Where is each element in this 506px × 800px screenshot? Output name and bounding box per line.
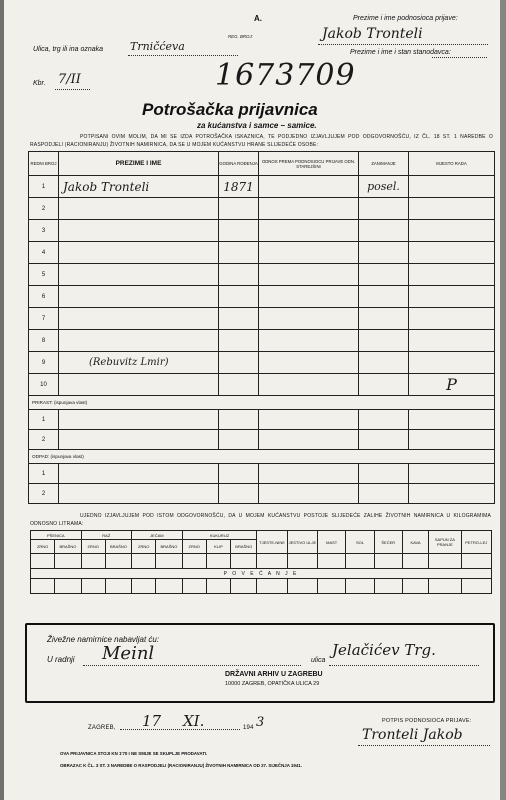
header-birth-year: GODINA ROĐENJA xyxy=(219,152,259,176)
row-number: 3 xyxy=(29,220,59,242)
table-row xyxy=(29,308,495,330)
reg-number: 1673709 xyxy=(215,58,356,93)
persons-table xyxy=(28,151,495,504)
person-place: P xyxy=(409,374,495,396)
footer-note-regulation: OBRAZAC K ČL. 3 ST. 3 NAREDBE O RASPODJELI (RACIONIRANJU) ŽIVOTNIH NAMIRNICA OD 27. SIJEČNJA 1941. xyxy=(60,763,302,768)
sub-brasno: BRAŠNO xyxy=(105,540,131,554)
surname-label: Prezime i ime podnosioca prijave: xyxy=(353,15,458,22)
sub-zrno: ZRNO xyxy=(81,540,105,554)
table-row xyxy=(29,242,495,264)
table-row xyxy=(29,430,495,450)
table-row xyxy=(29,464,495,484)
kbr-label: Kbr. xyxy=(33,80,46,87)
shop-value: Meinl xyxy=(102,643,155,664)
header-secer: ŠEĆER xyxy=(374,531,402,554)
reg-label: REG. BROJ: xyxy=(228,34,253,39)
header-petrolej: PETRO-LEJ xyxy=(461,531,491,554)
person-relation xyxy=(259,176,359,198)
signature-label: POTPIS PODNOSIOCA PRIJAVE: xyxy=(382,718,472,724)
header-ordinal: REDNI BROJ xyxy=(29,152,59,176)
persons-header-row xyxy=(29,152,495,176)
table-row xyxy=(29,484,495,504)
row-number: 5 xyxy=(29,264,59,286)
header-occupation: ZANIMANJE xyxy=(359,152,409,176)
sub-brasno: BRAŠNO xyxy=(55,540,81,554)
form-letter: A. xyxy=(254,14,262,23)
date-day: 17 xyxy=(142,712,162,730)
row-number: 10 xyxy=(29,374,59,396)
header-workplace: MJESTO RADA xyxy=(409,152,495,176)
row-number: 1 xyxy=(29,464,59,484)
row-number: 8 xyxy=(29,330,59,352)
form-title: Potrošačka prijavnica xyxy=(142,100,318,119)
sub-brasno: BRAŠNO xyxy=(156,540,182,554)
table-row xyxy=(29,330,495,352)
kbr-value: 7/II xyxy=(58,72,81,87)
person-name: Jakob Tronteli xyxy=(59,176,219,198)
page-edge-left xyxy=(0,0,4,800)
row-number: 2 xyxy=(29,484,59,504)
sub-zrno: ZRNO xyxy=(132,540,156,554)
header-ulje: JESTIVO ULJE xyxy=(287,531,317,554)
date-month: XI. xyxy=(183,712,205,730)
row-number: 1 xyxy=(29,176,59,198)
table-row xyxy=(29,220,495,242)
header-sol: SOL xyxy=(346,531,374,554)
street-label: Ulica, trg ili ina oznaka xyxy=(33,46,104,53)
date-year-suffix: 3 xyxy=(256,715,265,730)
person-occupation: posel. xyxy=(359,176,409,198)
row-number: 1 xyxy=(29,410,59,430)
table-row xyxy=(29,264,495,286)
person-year: 1871 xyxy=(219,176,259,198)
table-row xyxy=(29,286,495,308)
city-label: ZAGREB, xyxy=(88,725,116,731)
table-row xyxy=(29,410,495,430)
surname-value: Jakob Tronteli xyxy=(322,26,423,42)
date-year-prefix: 194 xyxy=(243,725,254,731)
group-jecam: JEČAM xyxy=(132,531,183,540)
intro-text: POTPISANI OVIM MOLIM, DA MI SE IZDA POTROŠAČKA ISKAZNICA, TE PODJEDNO IZJAVLJUJEM POD ODGOVORNOŠĆU, IZ ČL. 18 ST. 1 NAREDBE O RASPODJELI (RACIONIRANJU) ŽIVOTNIH NAMIRNICA, DA SE U MOJEM KUĆANSTVU HRANE SLIJEDEĆE OSOBE: xyxy=(30,134,493,148)
row-number: 7 xyxy=(29,308,59,330)
stock-intro: UJEDNO IZJAVLJUJEM POD ISTOM ODGOVORNOŠĆU, DA U MOJEM KUĆANSTVU POSTOJE SLIJEDEĆE ZALIHE ŽIVOTNIH NAMIRNICA U KILOGRAMIMA ODNOSNO LITRAMA: xyxy=(30,513,491,527)
shop-box xyxy=(25,623,495,703)
table-row xyxy=(29,352,495,374)
row-number: 2 xyxy=(29,198,59,220)
group-kukuruz: KUKURUZ xyxy=(182,531,257,540)
header-tjestenine: TJESTE-NINE xyxy=(257,531,287,554)
header-relation: ODNOS PREMA PODNOSIOCU PRIJAVE ODN. STAREJŠINI xyxy=(259,152,359,176)
form-subtitle: za kućanstva i samce – samice. xyxy=(197,121,317,130)
prirast-header-row xyxy=(29,396,495,410)
row-number: 9 xyxy=(29,352,59,374)
sub-zrno: ZRNO xyxy=(31,540,55,554)
odpad-label: ODPAD: (ispunjava vlast) xyxy=(29,450,495,464)
signature: Tronteli Jakob xyxy=(362,727,463,743)
header-name: PREZIME I IME xyxy=(59,152,219,176)
row-number: 4 xyxy=(29,242,59,264)
landlord-label: Prezime i ime i stan stanodavca: xyxy=(350,49,451,56)
table-row xyxy=(29,374,495,396)
sub-klip: KLIP xyxy=(206,540,230,554)
sub-brasno: BRAŠNO xyxy=(231,540,257,554)
header-mast: MAST xyxy=(318,531,346,554)
row-number: 2 xyxy=(29,430,59,450)
page-edge-right xyxy=(500,0,506,800)
person-place xyxy=(409,176,495,198)
row-number: 6 xyxy=(29,286,59,308)
street-value: Trničćeva xyxy=(130,40,185,53)
table-row xyxy=(29,198,495,220)
archive-name: DRŽAVNI ARHIV U ZAGREBU xyxy=(225,671,323,678)
person-name: (Rebuvitz Lmir) xyxy=(59,352,219,374)
group-psenica: PŠENICA xyxy=(31,531,82,540)
shop-lead: Živežne namirnice nabavljat ću: xyxy=(47,635,160,644)
increase-label: P O V E Ć A N J E xyxy=(31,569,492,579)
footer-note-price: OVA PRIJAVNICA STOJI KN 1'70 I NE SMIJE SE SKUPLJE PRODAVATI. xyxy=(60,751,208,756)
prirast-label: PRIRAST: (ispunjava vlast) xyxy=(29,396,495,410)
shop-label: U radnji xyxy=(47,655,75,664)
header-sapun: SAPUN ZA PRANJE xyxy=(429,531,461,554)
shop-street-label: ulica xyxy=(311,657,326,664)
header-kava: KAVA xyxy=(402,531,428,554)
sub-zrno: ZRNO xyxy=(182,540,206,554)
stock-table xyxy=(30,530,492,594)
table-row xyxy=(29,176,495,198)
archive-address: 10000 ZAGREB, OPATIČKA ULICA 29 xyxy=(225,681,320,687)
shop-street-value: Jelačićev Trg. xyxy=(332,641,436,659)
group-raz: RAŽ xyxy=(81,531,132,540)
odpad-header-row xyxy=(29,450,495,464)
